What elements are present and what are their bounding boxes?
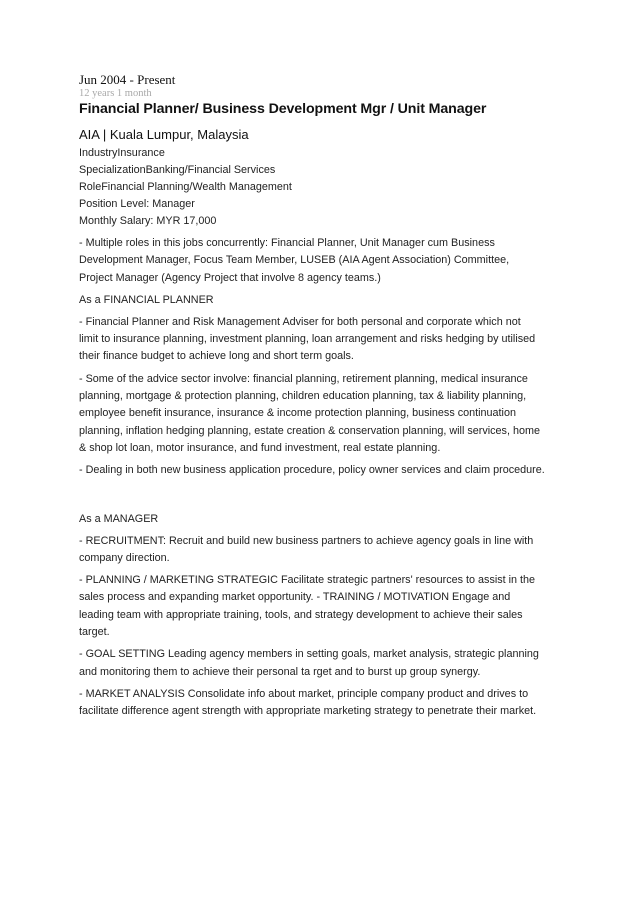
job-meta: [79, 145, 579, 230]
planner-paragraph: [79, 371, 579, 457]
meta-role: RoleFinancial Planning/Wealth Management: [79, 181, 292, 193]
date-range: Jun 2004 - Present: [79, 72, 176, 87]
manager-paragraph: [79, 686, 579, 721]
text-line: & shop lot loan, motor insurance, and fund investment, real estate planning.: [79, 441, 441, 454]
text-line: - Some of the advice sector involve: financial planning, retirement planning, medical insurance: [79, 372, 528, 385]
section-spacer: [79, 485, 579, 511]
text-line: limit to insurance planning, investment planning, loan arrangement and risks hedging by utilised: [79, 333, 536, 346]
text-line: their finance budget to achieve long and short term goals.: [79, 350, 354, 363]
manager-paragraph: [79, 646, 579, 681]
text-line: sales process and expanding market opportunity. - TRAINING / MOTIVATION Engage and: [79, 591, 511, 604]
job-title: Financial Planner/ Business Development Mgr / Unit Manager: [79, 101, 487, 117]
text-line: - Dealing in both new business application procedure, policy owner services and claim procedure.: [79, 464, 545, 477]
text-line: planning, inflation hedging planning, estate creation & conservation planning, will services, home: [79, 424, 540, 437]
text-line: - Multiple roles in this jobs concurrently: Financial Planner, Unit Manager cum Business: [79, 237, 495, 249]
text-line: leading team with appropriate training, tools, and strategy development to achieve their sales: [79, 608, 523, 621]
text-line: planning, mortgage & protection planning, children education planning, tax & liability planning,: [79, 390, 527, 403]
section-heading-planner: As a FINANCIAL PLANNER: [79, 293, 214, 306]
text-line: Development Manager, Focus Team Member, LUSEB (AIA Agent Association) Committee,: [79, 254, 510, 267]
meta-position-level: Position Level: Manager: [79, 198, 195, 210]
text-line: and monitoring them to achieve their personal ta rget and to burst up group synergy.: [79, 665, 481, 678]
meta-industry: IndustryInsurance: [79, 147, 165, 159]
meta-monthly-salary: Monthly Salary: MYR 17,000: [79, 215, 217, 227]
text-line: company direction.: [79, 551, 170, 564]
meta-specialization: SpecializationBanking/Financial Services: [79, 164, 276, 176]
section-heading-manager: As a MANAGER: [79, 512, 159, 525]
planner-paragraph: [79, 314, 579, 366]
text-line: facilitate difference agent strength with appropriate marketing strategy to penetrate their market.: [79, 705, 537, 718]
text-line: - PLANNING / MARKETING STRATEGIC Facilitate strategic partners' resources to assist in the: [79, 574, 536, 587]
text-line: target.: [79, 626, 110, 639]
planner-paragraph: [79, 462, 579, 479]
manager-paragraph: [79, 572, 579, 641]
text-line: - Financial Planner and Risk Management Adviser for both personal and corporate which not: [79, 315, 521, 328]
duration: 12 years 1 month: [79, 88, 152, 99]
manager-paragraph: [79, 533, 579, 568]
job-entry: [79, 72, 579, 726]
text-line: - MARKET ANALYSIS Consolidate info about market, principle company product and drives to: [79, 687, 529, 700]
roles-paragraph: [79, 235, 579, 287]
text-line: - RECRUITMENT: Recruit and build new business partners to achieve agency goals in line with: [79, 534, 534, 547]
text-line: employee benefit insurance, insurance & income protection planning, business continuation: [79, 407, 516, 420]
company-location: AIA | Kuala Lumpur, Malaysia: [79, 127, 249, 142]
text-line: - GOAL SETTING Leading agency members in setting goals, market analysis, strategic planning: [79, 648, 539, 661]
text-line: Project Manager (Agency Project that involve 8 agency teams.): [79, 271, 381, 284]
